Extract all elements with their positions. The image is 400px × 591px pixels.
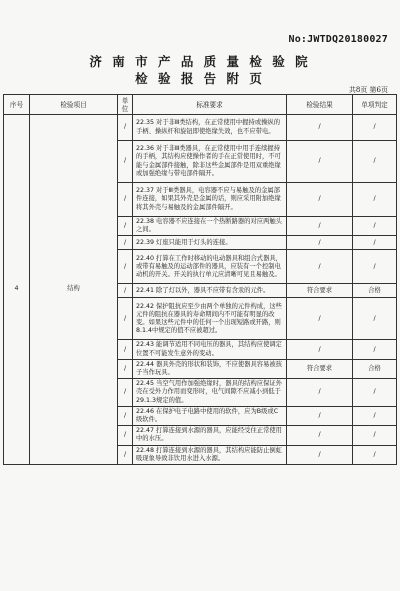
requirement-cell: 22.43 能调节适用不同电压的器具，其结构应使调定位置不可能发生意外的变动。 <box>133 340 287 359</box>
requirement-cell: 22.46 在保护电子电路中使用的软件，应为B级或C级软件。 <box>133 406 287 425</box>
requirement-cell: 22.40 打算在工作时移动的电动器具和组合式器具，或带有易触及的运动部件的器具，应装有一个控制电动机的开关。开关的执行单元应清晰可见且易触及。 <box>133 250 287 284</box>
unit-cell: / <box>118 217 133 236</box>
requirement-cell: 22.36 对于非Ⅲ类器具，在正常使用中用手连续握持的手柄，其结构应使操作者的手在正常使用时，不可能与金属部件接触，除非这些金属部件是用双重绝缘或加强绝缘与带电部件隔开。 <box>133 141 287 183</box>
header-unit: 单位 <box>118 95 133 115</box>
unit-cell: / <box>118 379 133 407</box>
unit-cell: / <box>118 250 133 284</box>
unit-cell: / <box>118 284 133 298</box>
unit-cell: / <box>118 183 133 217</box>
verdict-cell: / <box>353 426 397 445</box>
verdict-cell: / <box>353 340 397 359</box>
header-seq: 序号 <box>4 95 30 115</box>
requirement-cell: 22.45 当空气用作加强绝缘时，器具的结构应保证外壳在受外力作用而变形时，电气间隙不应减小到低于29.1.3规定的值。 <box>133 379 287 407</box>
document-title: 检 验 报 告 附 页 <box>135 71 265 86</box>
result-cell: / <box>287 426 353 445</box>
unit-cell: / <box>118 115 133 141</box>
unit-cell: / <box>118 445 133 464</box>
result-cell: / <box>287 183 353 217</box>
table-header-row <box>4 95 397 115</box>
institute-title: 济 南 市 产 品 质 量 检 验 院 <box>89 54 311 69</box>
result-cell: / <box>287 236 353 250</box>
requirement-cell: 22.41 除了灯以外，器具不应带有含汞的元件。 <box>133 284 287 298</box>
item-seq-cell: 4 <box>4 115 30 465</box>
result-cell: / <box>287 250 353 284</box>
header-item: 检验项目 <box>30 95 118 115</box>
result-cell: / <box>287 406 353 425</box>
unit-cell: / <box>118 359 133 378</box>
unit-cell: / <box>118 236 133 250</box>
requirement-cell: 22.44 器具外壳的形状和装饰，不应使器具容易被孩子当作玩具。 <box>133 359 287 378</box>
header-standard: 标准要求 <box>133 95 287 115</box>
result-cell: / <box>287 379 353 407</box>
requirement-cell: 22.48 打算连接到水源的器具，其结构应能防止倒虹吸现象导致非饮用水进入水源。 <box>133 445 287 464</box>
result-cell: / <box>287 141 353 183</box>
verdict-cell: / <box>353 141 397 183</box>
result-cell: 符合要求 <box>287 284 353 298</box>
page-indicator: 共8页 第6页 <box>348 86 388 94</box>
verdict-cell: / <box>353 236 397 250</box>
item-name-cell: 结构 <box>30 115 118 465</box>
result-cell: / <box>287 115 353 141</box>
unit-cell: / <box>118 340 133 359</box>
verdict-cell: 合格 <box>353 359 397 378</box>
verdict-cell: / <box>353 115 397 141</box>
verdict-cell: 合格 <box>353 284 397 298</box>
requirement-cell: 22.42 保护阻抗应至少由两个单独的元件构成，这些元件的阻抗在器具的寿命期间内不可能有明显的改变。如果这些元件中的任何一个出现短路或开路，则8.1.4中规定的值不应被超过。 <box>133 298 287 340</box>
result-cell: 符合要求 <box>287 359 353 378</box>
verdict-cell: / <box>353 445 397 464</box>
result-cell: / <box>287 217 353 236</box>
result-cell: / <box>287 298 353 340</box>
requirement-cell: 22.37 对于Ⅲ类器具，电容器不应与易触及的金属部件连接，如果其外壳是金属的话，则应采用附加绝缘将其外壳与易触及的金属部件隔开。 <box>133 183 287 217</box>
requirement-cell: 22.39 灯座只能用于灯头的连接。 <box>133 236 287 250</box>
header-verdict: 单项判定 <box>353 95 397 115</box>
result-cell: / <box>287 445 353 464</box>
result-cell: / <box>287 340 353 359</box>
verdict-cell: / <box>353 406 397 425</box>
verdict-cell: / <box>353 298 397 340</box>
requirement-cell: 22.47 打算连接到水源的器具，应能经受住正常使用中的水压。 <box>133 426 287 445</box>
report-number: No:JWTDQ20180027 <box>288 34 388 45</box>
verdict-cell: / <box>353 250 397 284</box>
unit-cell: / <box>118 298 133 340</box>
unit-cell: / <box>118 406 133 425</box>
unit-cell: / <box>118 141 133 183</box>
inspection-table <box>3 94 397 465</box>
table-row <box>4 115 397 141</box>
verdict-cell: / <box>353 217 397 236</box>
unit-cell: / <box>118 426 133 445</box>
requirement-cell: 22.38 电容器不应连接在一个热断路器的对应两触头之间。 <box>133 217 287 236</box>
requirement-cell: 22.35 对于非Ⅲ类结构，在正常使用中握持或操纵的手柄、操纵杆和旋钮即使绝缘失效，也不应带电。 <box>133 115 287 141</box>
verdict-cell: / <box>353 379 397 407</box>
verdict-cell: / <box>353 183 397 217</box>
header-result: 检验结果 <box>287 95 353 115</box>
